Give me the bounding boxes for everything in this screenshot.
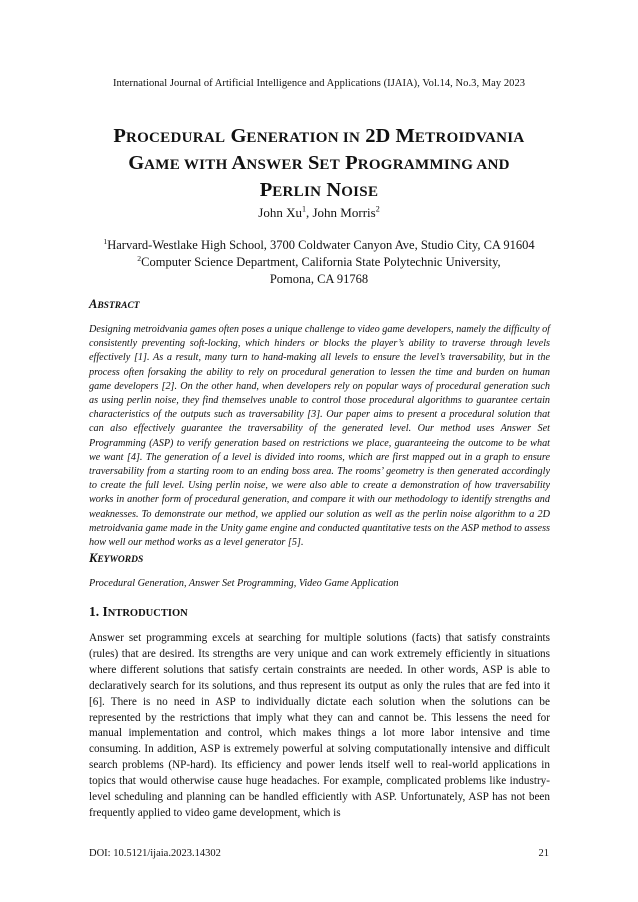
affiliation-2: $^2$Computer Science Department, California State Polytechnic University, bbox=[137, 253, 501, 269]
author-list: John Xu$^1$, John Morris$^2$ bbox=[258, 204, 380, 220]
author-name: John Xu bbox=[258, 205, 302, 220]
introduction-heading: 1. INTRODUCTION bbox=[89, 604, 188, 619]
introduction-body: Answer set programming excels at searching for multiple solutions (facts) that satisfy constraints (rules) that are desired. Its strengths are very unique and can work extremely efficiently in situations where different solutions that satisfy certain constraints are needed. In other words, ASP is able to declaratively search for its solutions, and thus represent its output as only the rules that are fed into it [6]. There is no need in ASP to individually dictate each solution when the solutions can be represented by the restrictions that imply what they can and cannot be. This lessens the need for manual implementation and control, which makes things a lot more labor intensive and time consuming. In addition, ASP is extremely powerful at solving computationally intensive and difficult search problems (NP-hard). Its efficiency and power lends itself well to real-world applications in topics that would otherwise cause huge headaches. For example, complicated problems like industry-level scheduling and planning can be handled efficiently with ASP. Unfortunately, ASP has not been frequently applied to video game development, which is bbox=[89, 632, 550, 819]
affiliations bbox=[60, 237, 578, 288]
title-line-3: PERLIN NOISE bbox=[259, 179, 379, 201]
footer-doi: DOI: 10.5121/ijaia.2023.14302 bbox=[89, 848, 221, 859]
paper-title bbox=[60, 124, 578, 205]
affiliation-1: $^1$Harvard-Westlake High School, 3700 Coldwater Canyon Ave, Studio City, CA 91604 bbox=[103, 236, 535, 252]
title-line-2: GAME WITH ANSWER SET PROGRAMMING AND bbox=[128, 152, 510, 174]
author-name: John Morris bbox=[312, 205, 376, 220]
journal-running-head: International Journal of Artificial Intelligence and Applications (IJAIA), Vol.14, No.3, May 2023 bbox=[112, 78, 526, 89]
affiliation-2-cont: Pomona, CA 91768 bbox=[269, 272, 369, 286]
keywords-heading: KEYWORDS bbox=[89, 551, 144, 565]
abstract-heading: ABSTRACT bbox=[89, 297, 140, 311]
keywords-body: Procedural Generation, Answer Set Programming, Video Game Application bbox=[89, 578, 399, 589]
page-number: 21 bbox=[538, 848, 549, 859]
abstract-body: Designing metroidvania games often poses a unique challenge to video game developers, namely the difficulty of consistently preventing soft-locking, which hinders or blocks the player’s ability to traverse through levels effectively [1]. As a result, many turn to hand-making all levels to ensure the level’s traversability, but in the process often forsaking the ability to rely on procedural generation to lessen the time and burden on human game developers [2]. On the other hand, when developers rely on popular ways of procedural generation such as using perlin noise, they find themselves unable to control those procedural algorithms to guarantee certain characteristics of the outputs such as traversability [3]. Our paper aims to present a procedural solution that can also effectively guarantee the traversability of the generated level. Our method uses Answer Set Programming (ASP) to verify generation based on restrictions we place, guaranteeing the outcome to be what we want [4]. The generation of a level is divided into rooms, which are first mapped out in a graph to ensure traversability from a starting room to an ending boss area. The rooms’ geometry is then generated accordingly to create the full level. Using perlin noise, we were also able to create a demonstration of how traversability works in another form of procedural generation, and compare it with our methodology to identify strengths and weaknesses. To demonstrate our method, we applied our solution as well as the perlin noise algorithm to a 2D metroidvania game made in the Unity game engine and conducted quantitative tests on the ASP method to assess how well our method works as a level generator [5]. bbox=[89, 324, 550, 549]
title-line-1: PROCEDURAL GENERATION IN 2D METROIDVANIA bbox=[113, 125, 525, 147]
